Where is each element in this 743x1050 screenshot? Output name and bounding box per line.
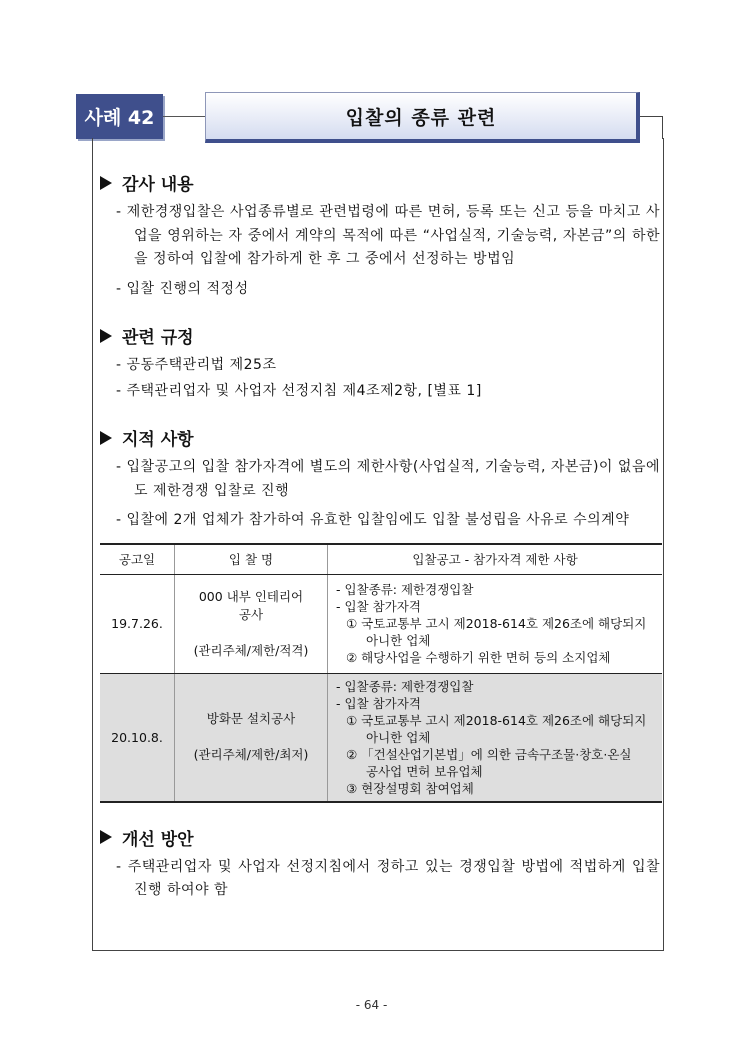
findings-item: - 입찰에 2개 업체가 참가하여 유효한 입찰임에도 입찰 불성립을 사유로 수의계약: [116, 512, 630, 528]
qualification-line: 아니한 업체: [366, 633, 431, 648]
rules-item: - 공동주택관리법 제25조: [116, 357, 277, 373]
bid-name-line: (관리주체/제한/최저): [193, 747, 309, 762]
table-row: [100, 673, 662, 802]
qualification-line: 아니한 업체: [366, 729, 431, 745]
bid-name-line: 000 내부 인테리어: [198, 588, 304, 604]
table-header-row: [100, 544, 662, 575]
section-heading-label: 감사 내용: [122, 175, 194, 195]
cell-date: 19.7.26.: [100, 574, 175, 673]
rules-item: - 주택관리업자 및 사업자 선정지침 제4조제2항, [별표 1]: [116, 382, 482, 399]
frame-top-right-line: [640, 116, 663, 117]
cell-qualification: [328, 574, 663, 673]
section-heading-label: 개선 방안: [122, 829, 194, 850]
section-heading-improvement: [100, 825, 660, 850]
cell-qualification: [328, 673, 663, 802]
frame-top-right-vertical: [662, 116, 663, 139]
triangle-bullet-icon: [100, 431, 112, 445]
bid-name-line: 공사: [238, 606, 264, 622]
qualification-line: ① 국토교통부 고시 제2018-614호 제26조에 해당되지: [346, 616, 647, 631]
content-body: [100, 160, 660, 909]
section-heading-rules: [100, 323, 660, 348]
qualification-line: - 입찰종류: 제한경쟁입찰: [336, 582, 474, 597]
qualification-line: ③ 현장설명회 참여업체: [346, 780, 474, 796]
audit-item: - 제한경쟁입찰은 사업종류별로 관련법령에 따른 면허, 등록 또는 신고 등을 마치고 사업을 영위하는 자 중에서 계약의 목적에 따른 “사업실적, 기술능력, 자본금”의 하한을 정하여 입찰에 참가하게 한 후 그 중에서 선정하는 방법임: [116, 204, 660, 267]
bid-name-line: [179, 624, 323, 642]
cell-date: 20.10.8.: [100, 673, 175, 802]
bid-name-line: (관리주체/제한/적격): [193, 642, 309, 658]
bid-name-line: [179, 728, 323, 746]
table-header-name: 입 찰 명: [175, 544, 328, 575]
qualification-line: ② 「건설산업기본법」에 의한 금속구조물·창호·온실: [346, 746, 632, 762]
table-header-date: 공고일: [100, 544, 175, 575]
cell-bid-name: [175, 574, 328, 673]
findings-item: - 입찰공고의 입찰 참가자격에 별도의 제한사항(사업실적, 기술능력, 자본금)이 없음에도 제한경쟁 입찰로 진행: [116, 459, 660, 499]
table-row: [100, 574, 662, 673]
case-badge: [76, 94, 163, 139]
section-heading-audit: [100, 170, 660, 195]
triangle-bullet-icon: [100, 329, 112, 343]
section-heading-label: 지적 사항: [122, 430, 194, 450]
qualification-line: - 입찰 참가자격: [336, 695, 421, 711]
qualification-line: - 입찰종류: 제한경쟁입찰: [336, 678, 474, 694]
audit-item: - 입찰 진행의 적정성: [116, 280, 249, 297]
bid-notice-table: [100, 543, 662, 803]
qualification-line: 공사업 면허 보유업체: [366, 763, 483, 779]
qualification-line: - 입찰 참가자격: [336, 599, 421, 614]
page-title-box: [205, 92, 640, 143]
badge-connector-line: [163, 116, 205, 117]
triangle-bullet-icon: [100, 176, 112, 190]
case-label: 사례 42: [84, 107, 155, 129]
page-number: - 64 -: [355, 998, 388, 1012]
improvement-item: - 주택관리업자 및 사업자 선정지침에서 정하고 있는 경쟁입찰 방법에 적법하게 입찰진행 하여야 함: [116, 858, 660, 898]
section-heading-findings: [100, 425, 660, 450]
qualification-line: ② 해당사업을 수행하기 위한 면허 등의 소지업체: [346, 650, 611, 665]
table-header-qualification: 입찰공고 - 참가자격 제한 사항: [328, 544, 663, 575]
bid-name-line: 방화문 설치공사: [206, 711, 296, 726]
section-heading-label: 관련 규정: [122, 328, 194, 348]
qualification-line: ① 국토교통부 고시 제2018-614호 제26조에 해당되지: [346, 712, 647, 728]
cell-bid-name: [175, 673, 328, 802]
page-title: 입찰의 종류 관련: [345, 106, 497, 129]
triangle-bullet-icon: [100, 830, 112, 844]
